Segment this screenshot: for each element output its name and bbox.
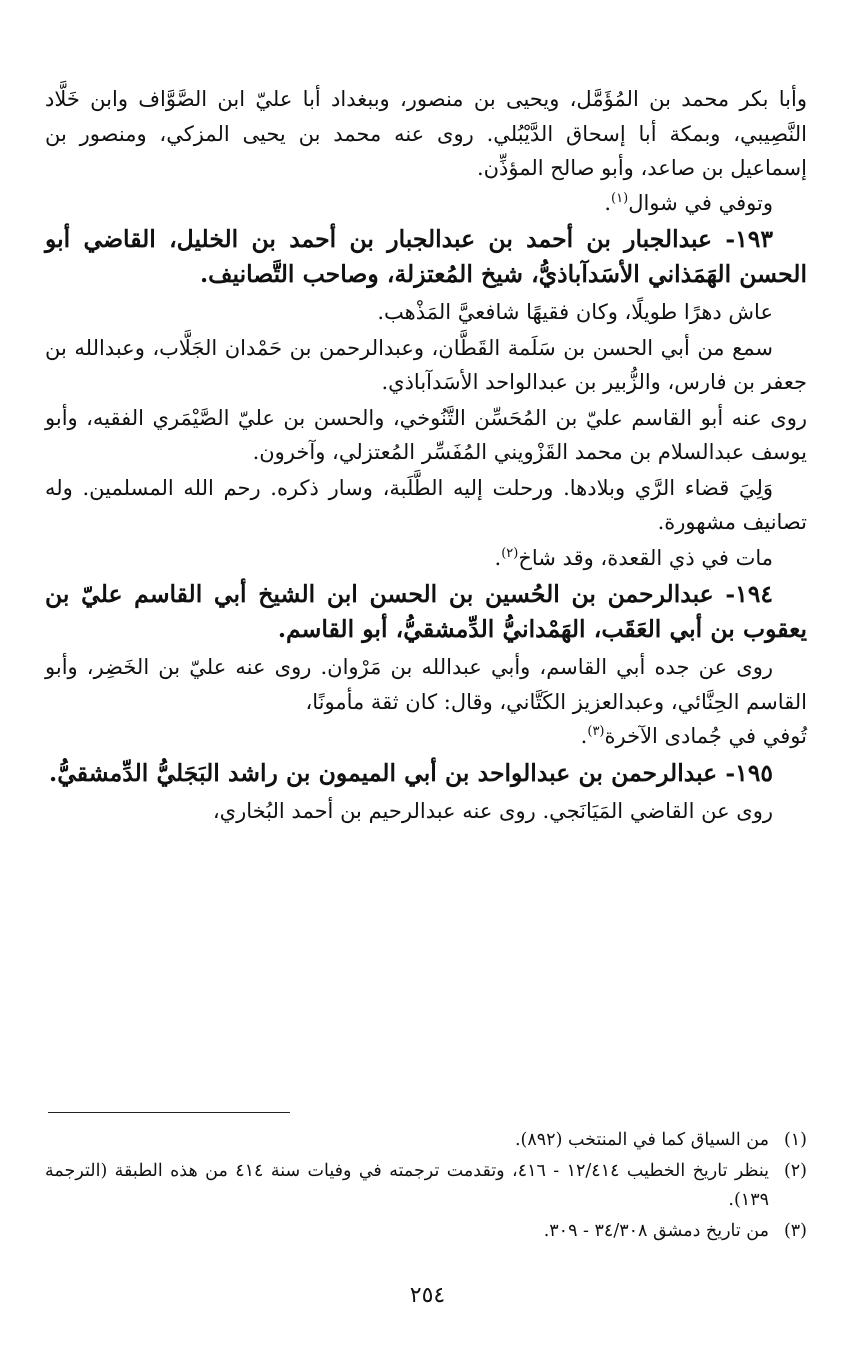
footnote-text: من السياق كما في المنتخب (٨٩٢). [514,1130,769,1150]
paragraph: وأبا بكر محمد بن المُؤَمَّل، ويحيى بن منصور، وببغداد أبا عليّ ابن الصَّوَّاف وابن خَلَّاد النَّصِيبي، وبمكة أبا إسحاق الدَّيْبُلي. روى عنه محمد بن يحيى المزكي، ومنصور بن إسماعيل بن صاعد، وأبو صالح المؤذِّن. [45,87,807,180]
paragraph: تُوفي في جُمادى الآخرة$^{(٣)}$. [580,724,807,748]
paragraph: روى عن القاضي المَيَانَجي. روى عنه عبدالرحيم بن أحمد البُخاري، [212,798,773,823]
footnotes [45,1126,807,1248]
footnote-number: (٣) [783,1221,807,1241]
footnote-number: (١) [783,1130,807,1150]
paragraph: وَلِيَ قضاء الرَّي وبلادها. ورحلت إليه الطَّلَبة، وسار ذكره. رحم الله المسلمين. وله تصانيف مشهورة. [45,475,807,534]
entry-heading: ١٩٣- عبدالجبار بن أحمد بن عبدالجبار بن أحمد بن الخليل، القاضي أبو الحسن الهَمَذاني الأسَدآباذيُّ، شيخ المُعتزلة، وصاحب التَّصانيف. [45,225,807,288]
paragraph: وتوفي في شوال$^{(١)}$. [604,190,773,215]
paragraph: روى عن جده أبي القاسم، وأبي عبدالله بن مَرْوان. روى عنه عليّ بن الخَضِر، وأبو القاسم الحِنَّائي، وعبدالعزيز الكَتَّاني، وقال: كان ثقة مأمونًا، [45,655,807,714]
footnote-divider [48,1112,290,1113]
main-text [45,82,807,828]
paragraph: روى عنه أبو القاسم عليّ بن المُحَسِّن التَّنُوخي، والحسن بن عليّ الصَّيْمَري الفقيه، وأبو يوسف عبدالسلام بن محمد القَزْويني المُفَسِّر المُعتزلي، وآخرون. [45,405,807,464]
page-number: ٢٥٤ [409,1283,446,1308]
paragraph: مات في ذي القعدة، وقد شاخ$^{(٢)}$. [494,545,773,570]
footnote [45,1157,807,1215]
footnote [45,1217,807,1246]
paragraph: سمع من أبي الحسن بن سَلَمة القَطَّان، وعبدالرحمن بن حَمْدان الجَلَّاب، وعبدالله بن جعفر بن فارس، والزُّبير بن عبدالواحد الأسَدآباذي. [45,335,807,394]
footnote-text: من تاريخ دمشق ٣٤/٣٠٨ - ٣٠٩. [543,1221,769,1241]
footnote-ref: (١) [611,190,629,206]
footnote-ref: (٢) [501,545,519,561]
footnote [45,1126,807,1155]
footnote-text: ينظر تاريخ الخطيب ١٢/٤١٤ - ٤١٦، وتقدمت ترجمته في وفيات سنة ٤١٤ من هذه الطبقة (الترجمة ١٣٩). [45,1161,770,1210]
footnote-number: (٢) [783,1161,807,1181]
footnote-ref: (٣) [587,724,605,739]
entry-heading: ١٩٥- عبدالرحمن بن عبدالواحد بن أبي الميمون بن راشد البَجَليُّ الدِّمشقيُّ. [49,758,773,787]
entry-heading: ١٩٤- عبدالرحمن بن الحُسين بن الحسن ابن الشيخ أبي القاسم عليّ بن يعقوب بن أبي العَقَب، الهَمْدانيُّ الدِّمشقيُّ، أبو القاسم. [45,580,807,643]
paragraph: عاش دهرًا طويلًا، وكان فقيهًا شافعيَّ المَذْهب. [377,300,773,324]
